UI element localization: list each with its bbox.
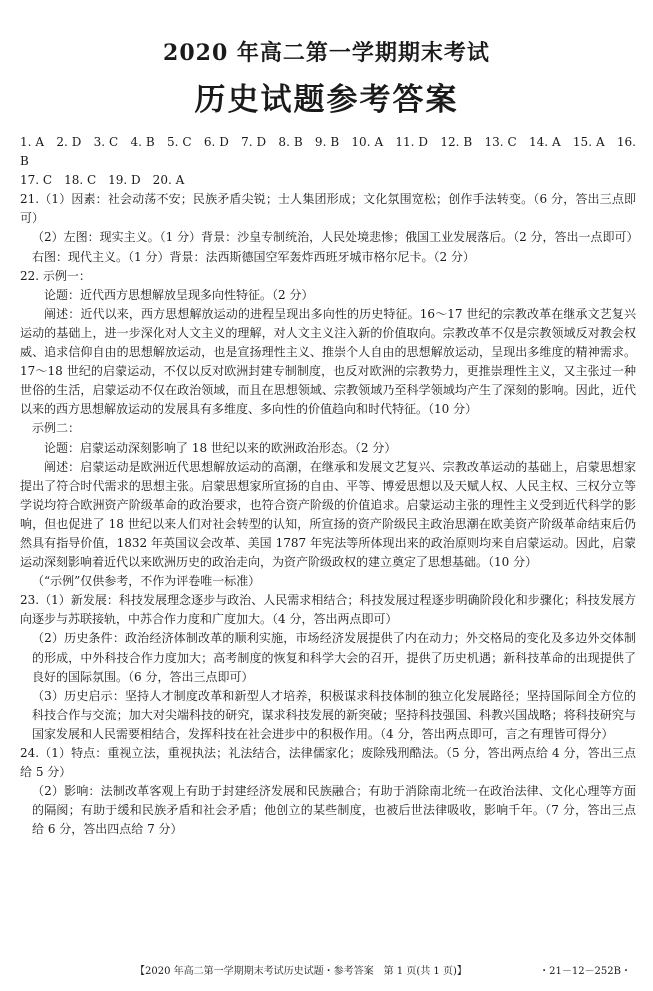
footer-page-info: 【2020 年高二第一学期期末考试历史试题・参考答案 第 1 页(共 1 页)】 [135,966,467,977]
footer-code: ・21－12－252B・ [539,966,631,977]
q24-part2: （2）影响：法制改革客观上有助于封建经济发展和民族融合；有助于消除南北统一在政治法律、文化心理等方面的隔阂；有助于缓和民族矛盾和社会矛盾；他创立的某些制度，也被后世法律吸收，影响千年。（7 分，答出三点给 6 分，答出四点给 7 分） [32,784,636,837]
q22-heading: 22. 示例一： [20,268,91,283]
q21-part2-right: 右图：现代主义。（1 分）背景：法西斯德国空军轰炸西班牙城市格尔尼卡。（2 分） [32,249,475,264]
q22-example2-body: 阐述：启蒙运动是欧洲近代思想解放运动的高潮，在继承和发展文艺复兴、宗教改革运动的基础上，启蒙思想家提出了符合时代需求的思想主张。启蒙思想家所宣扬的自由、平等、博爱思想以及天赋人权、人民主权、三权分立等学说均符合欧洲资产阶级革命的政治要求，也符合资产阶级的价值追求。启蒙运动主张的理性主义受到近代科学的影响，但也促进了 18 世纪以来人们对社会转型的认知，所宣扬的资产阶级民主政治思潮在欧美资产阶级革命结束后仍然具有指导价值，1832 年英国议会改革、美国 1787 年宪法等所体现出来的政治原则均来自启蒙运动。因此，启蒙运动深刻影响着近代以来欧洲历史的政治走向，为资产阶级政权的建立奠定了思想基础。（10 分） [20,459,636,570]
choice-answers-line-1: 1. A 2. D 3. C 4. B 5. C 6. D 7. D 8. B 9. B 10. A 11. D 12. B 13. C 14. A 15. A 16. B [20,135,636,169]
q23-part2: （2）历史条件：政治经济体制改革的顺利实施，市场经济发展提供了内在动力；外交格局的变化及多边外交体制的形成，中外科技合作力度加大；高考制度的恢复和科学大会的召开，提供了历史机遇；新科技革命的出现提供了良好的国际氛围。（6 分，答出三点即可） [32,631,636,684]
choice-answers-line-2: 17. C 18. C 19. D 20. A [20,173,185,188]
q22-note: （“示例”仅供参考，不作为评卷唯一标准） [32,574,261,589]
q22-example1-body: 阐述：近代以来，西方思想解放运动的进程呈现出多向性的历史特征。16～17 世纪的宗教改革在继承文艺复兴运动的基础上，进一步深化对人文主义的理解，对人文主义注入新的价值取向。宗教改革不仅是宗教领域反对教会权威、追求信仰自由的思想解放运动，也是宣扬理性主义、推崇个人自由的思想解放运动，呈现出多维度的精神需求。17～18 世纪的启蒙运动，不仅以反对欧洲封建专制制度，也反对欧洲的宗教势力，更推崇理性主义，又主张过一种世俗的生活，启蒙运动不仅在政治领域，而且在思想领域、宗教领域乃至科学领域均产生了深刻的影响。因此，近代以来的西方思想解放运动的发展具有多维度、多向性的价值趋向和时代特征。（10 分） [20,306,636,417]
q24-part1: 24.（1）特点：重视立法，重视执法；礼法结合，法律儒家化；废除残刑酷法。（5 分，答出两点给 4 分，答出三点给 5 分） [20,746,636,780]
q22-example1-thesis: 论题：近代西方思想解放呈现多向性特征。（2 分） [44,287,314,302]
q22-example2-heading: 示例二： [32,421,81,436]
q23-part1: 23.（1）新发展：科技发展理念逐步与政治、人民需求相结合；科技发展过程逐步明确阶段化和步骤化；科技发展方向逐步与苏联接轨，中苏合作力度和广度加大。（4 分，答出两点即可） [20,593,636,627]
q21-part1: 21.（1）因素：社会动荡不安；民族矛盾尖锐；士人集团形成；文化氛围宽松；创作手法转变。（6 分，答出三点即可） [20,192,636,226]
q22-example2-thesis: 论题：启蒙运动深刻影响了 18 世纪以来的欧洲政治形态。（2 分） [44,440,397,455]
answer-body [20,133,639,839]
q23-part3: （3）历史启示：坚持人才制度改革和新型人才培养，积极谋求科技体制的独立化发展路径；坚持国际间全方位的科技合作与交流；加大对尖端科技的研究，谋求科技发展的新突破；坚持科技强国、科教兴国战略；将科技研究与国家发展和人民需要相结合，发挥科技在社会进步中的积极作用。（4 分，答出两点即可，言之有理皆可得分） [32,688,636,741]
exam-title: 2020 年高二第一学期期末考试 [163,40,490,66]
q21-part2: （2）左图：现实主义。（1 分）背景：沙皇专制统治，人民处境悲惨；俄国工业发展落后。（2 分，答出一点即可） [32,230,639,245]
exam-subtitle: 历史试题参考答案 [194,82,459,118]
